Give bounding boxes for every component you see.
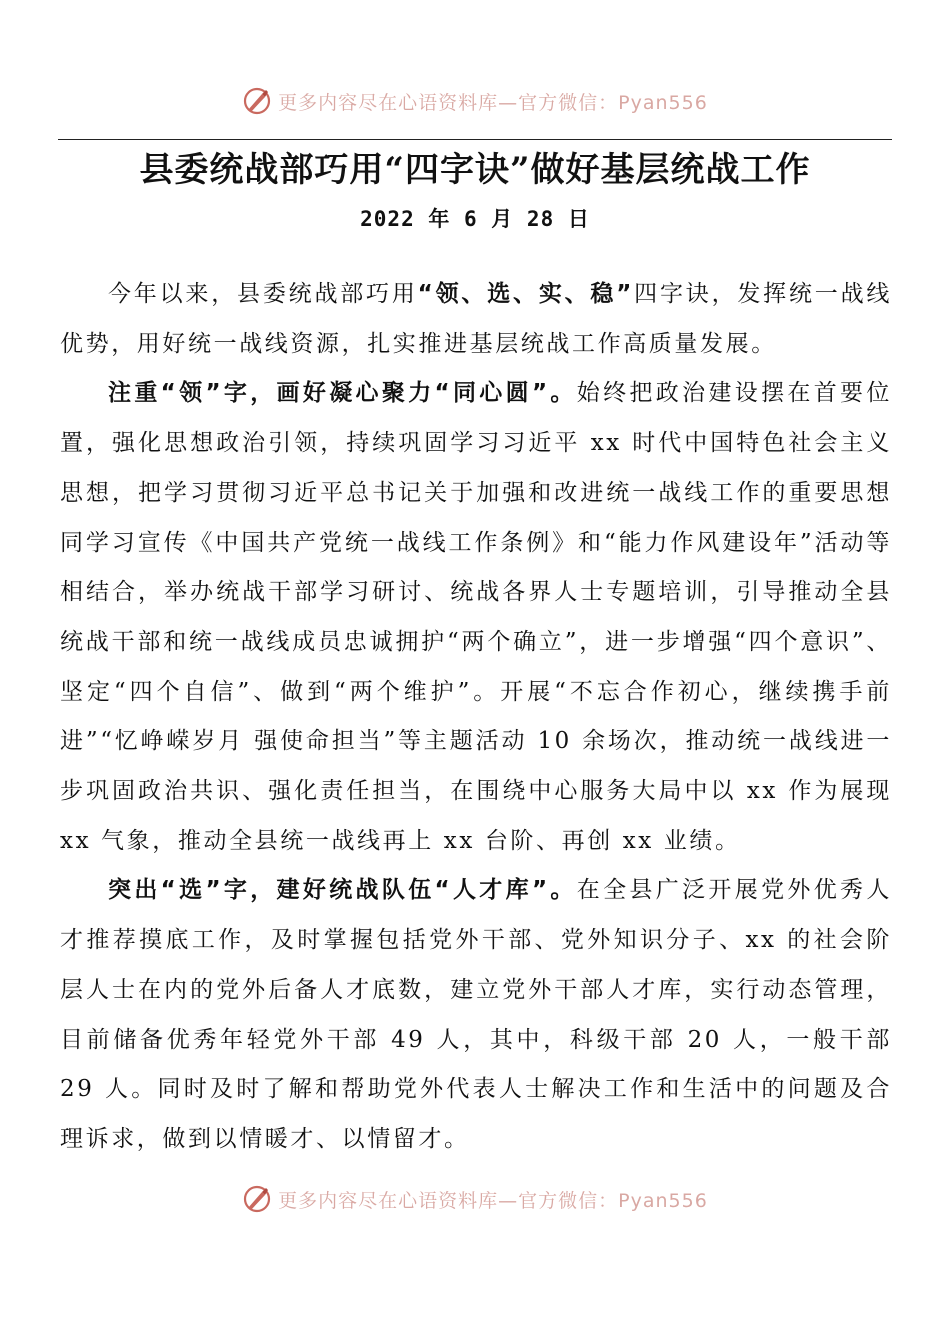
- paragraph-ling: [60, 369, 892, 866]
- pen-circle-logo-icon: [242, 1184, 272, 1214]
- document-date: 2022 年 6 月 28 日: [360, 207, 590, 231]
- watermark-header: [0, 86, 950, 116]
- document-body: [60, 270, 892, 1165]
- paragraph-intro: [60, 270, 892, 369]
- paragraph-xuan: [60, 866, 892, 1164]
- paragraph-ling-text: 始终把政治建设摆在首要位置，强化思想政治引领，持续巩固学习习近平 xx 时代中国特色社会主义思想，把学习贯彻习近平总书记关于加强和改进统一战线工作的重要思想同学习宣传《中国共产党统一战线工作条例》和“能力作风建设年”活动等相结合，举办统战干部学习研讨、统战各界人士专题培训，引导推动全县统战干部和统一战线成员忠诚拥护“两个确立”，进一步增强“四个意识”、坚定“四个自信”、做到“两个维护”。开展“不忘合作初心，继续携手前进”“忆峥嵘岁月 强使命担当”等主题活动 10 余场次，推动统一战线进一步巩固政治共识、强化责任担当，在围绕中心服务大局中以 xx 作为展现 xx 气象，推动全县统一战线再上 xx 台阶、再创 xx 业绩。: [60, 380, 892, 854]
- header-rule: [58, 139, 892, 140]
- watermark-text: 更多内容尽在心语资料库—官方微信：Pyan556: [278, 1189, 708, 1212]
- watermark-footer: [0, 1184, 950, 1214]
- intro-text-pre: 今年以来，县委统战部巧用: [108, 281, 418, 307]
- pen-circle-logo-icon: [242, 86, 272, 116]
- paragraph-xuan-lead: 突出“选”字，建好统战队伍“人才库”。: [108, 877, 577, 904]
- intro-text-post: 四字诀，发挥统一战线优势，用好统一战线资源，扎实推进基层统战工作高质量发展。: [60, 281, 893, 357]
- document-title: 县委统战部巧用“四字诀”做好基层统战工作: [139, 150, 811, 190]
- watermark-text: 更多内容尽在心语资料库—官方微信：Pyan556: [278, 91, 708, 114]
- paragraph-ling-lead: 注重“领”字，画好凝心聚力“同心圆”。: [108, 380, 577, 407]
- intro-keyword: “领、选、实、稳”: [417, 281, 634, 307]
- paragraph-xuan-text: 在全县广泛开展党外优秀人才推荐摸底工作，及时掌握包括党外干部、党外知识分子、xx 的社会阶层人士在内的党外后备人才底数，建立党外干部人才库，实行动态管理，目前储备优秀年轻党外干部 49 人，其中，科级干部 20 人，一般干部 29 人。同时及时了解和帮助党外代表人士解决工作和生活中的问题及合理诉求，做到以情暖才、以情留才。: [60, 877, 892, 1152]
